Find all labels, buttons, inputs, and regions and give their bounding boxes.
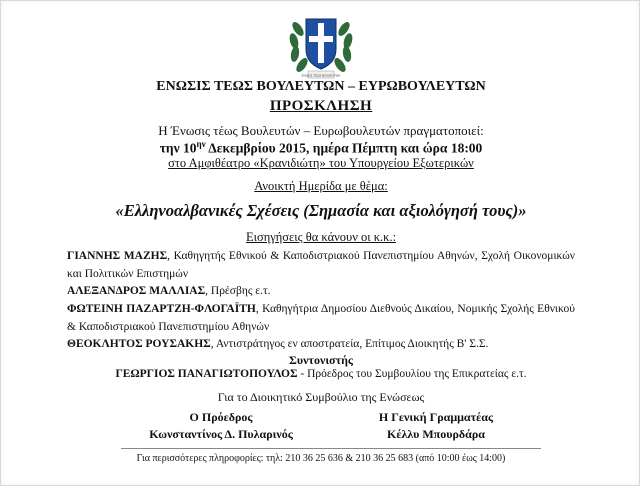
board-line: Για το Διοικητικό Συμβούλιο της Ενώσεως: [217, 390, 425, 404]
president-name: Κωνσταντίνος Δ. Πυλαρινός: [149, 427, 293, 441]
speaker-role: , Καθηγήτρια Δημοσίου Διεθνούς Δικαίου, Νομικής Σχολής Εθνικού & Καποδιστριακού Πανεπιστημίου Αθηνών: [67, 303, 575, 333]
speaker-name: ΘΕΟΚΛΗΤΟΣ ΡΟΥΣΑΚΗΣ: [67, 338, 211, 350]
event-venue: στο Αμφιθέατρο «Κρανιδιώτη» του Υπουργείου Εξωτερικών: [168, 156, 474, 170]
event-date: [1, 139, 640, 157]
president-title: Ο Πρόεδρος: [189, 410, 253, 424]
event-date-rest: Δεκεμβρίου 2015, ημέρα Πέμπτη και ώρα 18:00: [205, 140, 483, 156]
invitation-title: ΠΡΟΣΚΛΗΣΗ: [269, 98, 373, 114]
event-theme: «Ελληνοαλβανικές Σχέσεις (Σημασία και αξιολόγησή τους)»: [115, 201, 527, 220]
speaker-item: [67, 247, 575, 283]
event-intro: Η Ένωσις τέως Βουλευτών – Ευρωβουλευτών πραγματοποιεί:: [158, 123, 484, 138]
speaker-name: ΓΙΑΝΝΗΣ ΜΑΖΗΣ: [67, 250, 168, 262]
footer-divider: [121, 448, 541, 449]
open-day-label: Ανοικτή Ημερίδα με θέμα:: [254, 179, 388, 193]
speaker-role: , Καθηγητής Εθνικού & Καποδιστριακού Πανεπιστημίου Αθηνών, Σχολή Οικονομικών και Πολιτικών Επιστημών: [67, 250, 575, 280]
emblem-ribbon-text: ΕΝΩΣΙΣ ΤΕΩΣ ΒΟΥΛΕΥΤΩΝ: [301, 73, 341, 78]
event-date-ordinal: ην: [196, 139, 206, 149]
greek-coat-of-arms-icon: [286, 7, 356, 83]
footer-contact: Για περισσότερες πληροφορίες: τηλ: 210 36 25 636 & 210 36 25 683 (από 10:00 έως 14:00): [136, 453, 506, 464]
event-date-prefix: την 10: [159, 140, 197, 156]
speaker-role: , Αντιστράτηγος εν αποστρατεία, Επίτιμος Διοικητής Β' Σ.Σ.: [210, 338, 489, 350]
speakers-header: Εισηγήσεις θα κάνουν οι κ.κ.:: [245, 230, 397, 244]
signature-secretary: [331, 409, 541, 443]
secretary-name: Κέλλυ Μπουρδάρα: [387, 427, 485, 441]
secretary-title: Η Γενική Γραμματέας: [378, 410, 494, 424]
coordinator-line: [1, 368, 640, 380]
speaker-role: , Πρέσβης ε.τ.: [205, 285, 271, 297]
speaker-item: [67, 300, 575, 336]
signature-president: [121, 409, 321, 443]
speaker-name: ΑΛΕΞΑΝΔΡΟΣ ΜΑΛΛΙΑΣ: [67, 285, 206, 297]
speaker-item: [67, 282, 575, 300]
speaker-item: [67, 335, 575, 353]
coordinator-label: Συντονιστής: [289, 353, 353, 367]
organization-name: ΕΝΩΣΙΣ ΤΕΩΣ ΒΟΥΛΕΥΤΩΝ – ΕΥΡΩΒΟΥΛΕΥΤΩΝ: [156, 79, 486, 94]
coordinator-name: ΓΕΩΡΓΙΟΣ ΠΑΝΑΓΙΩΤΟΠΟΥΛΟΣ: [115, 368, 298, 380]
coordinator-role: - Πρόεδρος του Συμβουλίου της Επικρατείας ε.τ.: [297, 368, 527, 380]
speaker-name: ΦΩΤΕΙΝΗ ΠΑΖΑΡΤΖΗ-ΦΛΟΓΑΪΤΗ: [67, 303, 256, 315]
